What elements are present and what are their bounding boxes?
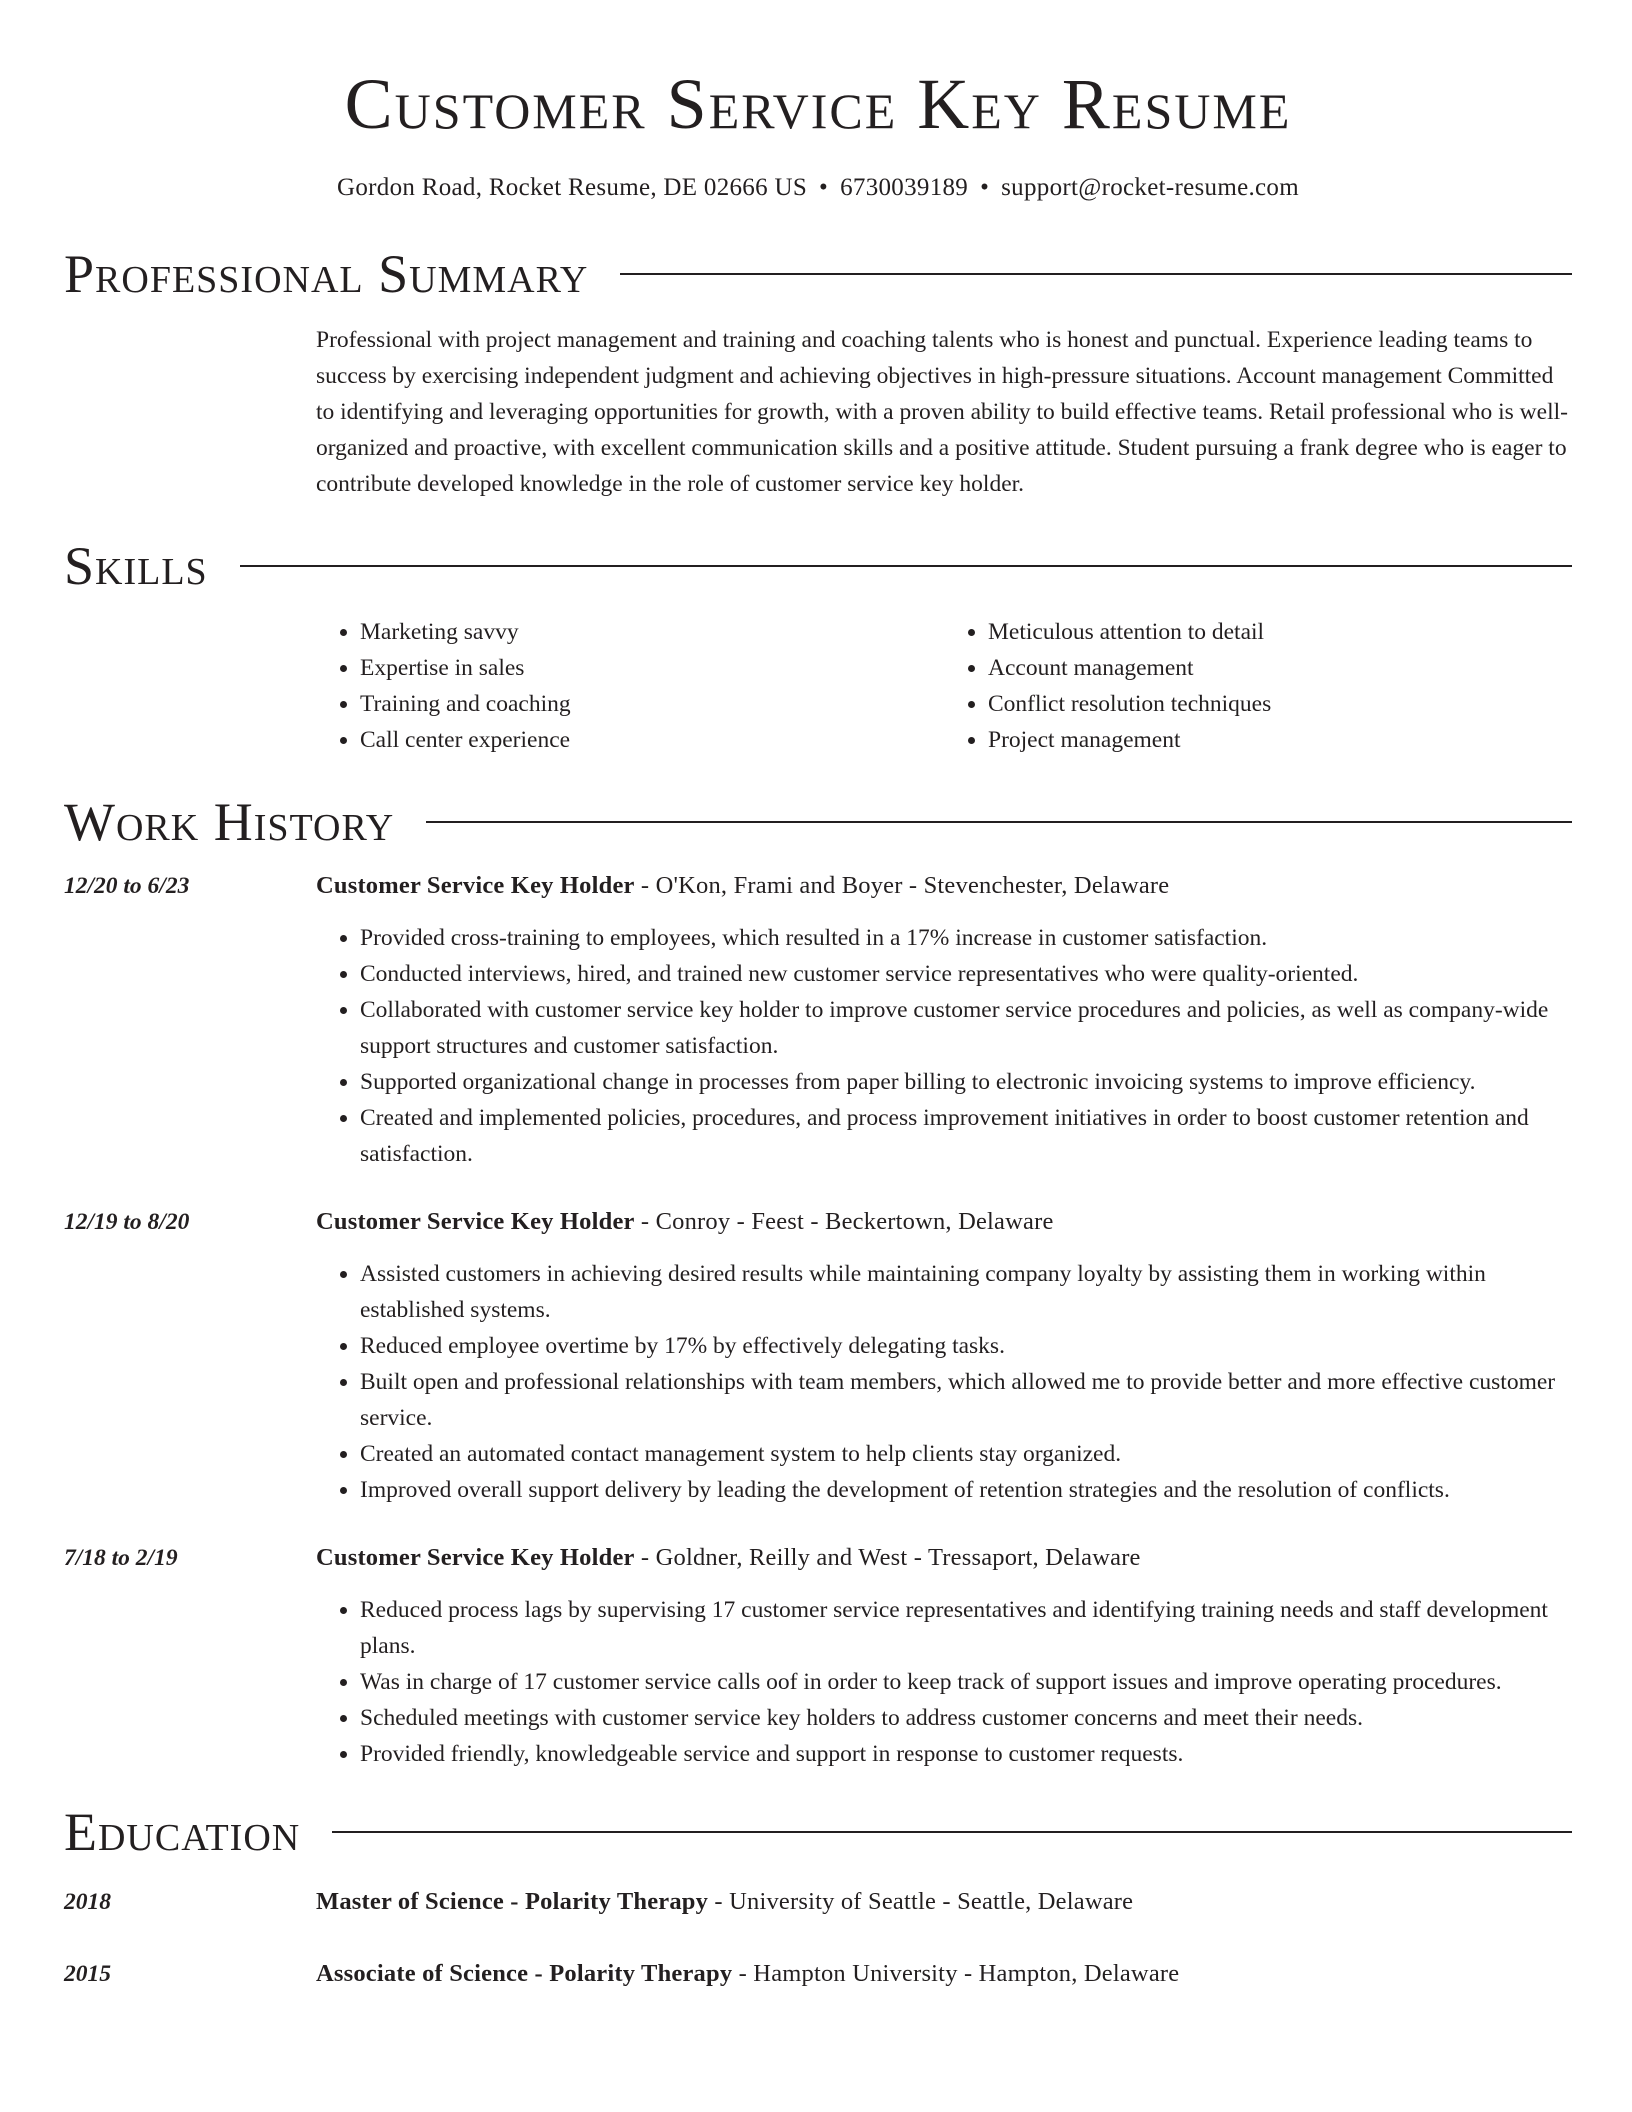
education-heading: Education: [64, 1802, 301, 1862]
skill-item: • Call center experience: [360, 722, 944, 758]
job-bullet: • Reduced employee overtime by 17% by effectively delegating tasks.: [360, 1328, 1572, 1364]
skill-item: • Conflict resolution techniques: [988, 686, 1572, 722]
job-heading: [316, 1204, 1572, 1240]
summary-text: Professional with project management and training and coaching talents who is honest and punctual. Experience leading teams to success by exercising independent judgment and achieving objectives in high-pressure situations. Account management Committed to identifying and leveraging opportunities for growth, with a proven ability to build effective teams. Retail professional who is well-organized and proactive, with excellent communication skills and a positive attitude. Student pursuing a frank degree who is eager to contribute developed knowledge in the role of customer service key holder.: [316, 327, 1568, 497]
education-school: - Hampton University - Hampton, Delaware: [732, 1960, 1180, 1987]
contact-phone: 6730039189: [840, 174, 969, 201]
job-bullet: • Created and implemented policies, procedures, and process improvement initiatives in order to boost customer retention and satisfaction.: [360, 1100, 1572, 1172]
resume-page: [64, 0, 1572, 1992]
skills-column-right: [944, 614, 1572, 758]
job-date: 7/18 to 2/19: [64, 1545, 178, 1571]
education-year: 2018: [64, 1889, 111, 1915]
summary-heading: Professional Summary: [64, 244, 589, 304]
job-bullets: [316, 920, 1572, 1172]
job-company: - Conroy - Feest - Beckertown, Delaware: [634, 1208, 1054, 1235]
skills-heading: Skills: [64, 536, 208, 596]
job-bullet: • Assisted customers in achieving desired results while maintaining company loyalty by assisting them in working within established systems.: [360, 1256, 1572, 1328]
job-role: Customer Service Key Holder: [316, 1208, 635, 1235]
education-year: 2015: [64, 1961, 111, 1987]
education-section-header: [64, 1802, 1572, 1862]
job-details: [316, 868, 1572, 1172]
job-bullet: • Built open and professional relationships with team members, which allowed me to provide better and more effective customer service.: [360, 1364, 1572, 1436]
job-details: [316, 1204, 1572, 1508]
job-bullet: • Conducted interviews, hired, and trained new customer service representatives who were quality-oriented.: [360, 956, 1572, 992]
work-heading: Work History: [64, 792, 395, 852]
job-bullets: [316, 1256, 1572, 1508]
skill-item: • Training and coaching: [360, 686, 944, 722]
job-entry: [64, 1204, 1572, 1508]
contact-address: Gordon Road, Rocket Resume, DE 02666 US: [337, 174, 808, 201]
job-heading: [316, 1540, 1572, 1576]
job-details: [316, 1540, 1572, 1772]
education-entry: [64, 1956, 1572, 1992]
skill-item: • Project management: [988, 722, 1572, 758]
education-school: - University of Seattle - Seattle, Delaware: [708, 1888, 1134, 1915]
education-degree: Master of Science - Polarity Therapy: [316, 1888, 709, 1915]
section-divider: [332, 1831, 1572, 1833]
education-heading-line: [316, 1884, 1133, 1920]
job-company: - O'Kon, Frami and Boyer - Stevenchester, Delaware: [634, 872, 1170, 899]
job-bullet: • Supported organizational change in processes from paper billing to electronic invoicing systems to improve efficiency.: [360, 1064, 1572, 1100]
job-company: - Goldner, Reilly and West - Tressaport, Delaware: [634, 1544, 1141, 1571]
section-divider: [620, 273, 1572, 275]
job-bullets: [316, 1592, 1572, 1772]
skill-item: • Account management: [988, 650, 1572, 686]
job-bullet: • Provided cross-training to employees, which resulted in a 17% increase in customer satisfaction.: [360, 920, 1572, 956]
section-divider: [240, 565, 1572, 567]
skills-column-left: [316, 614, 944, 758]
job-bullet: • Scheduled meetings with customer service key holders to address customer concerns and meet their needs.: [360, 1700, 1572, 1736]
contact-separator: •: [980, 174, 990, 201]
skills-section-header: [64, 536, 1572, 596]
job-role: Customer Service Key Holder: [316, 1544, 635, 1571]
contact-email: support@rocket-resume.com: [1001, 174, 1299, 201]
job-bullet: • Improved overall support delivery by leading the development of retention strategies and the resolution of conflicts.: [360, 1472, 1572, 1508]
job-entry: [64, 868, 1572, 1172]
section-divider: [426, 821, 1572, 823]
resume-name: Customer Service Key Resume: [344, 64, 1292, 144]
job-heading: [316, 868, 1572, 904]
job-bullet: • Reduced process lags by supervising 17 customer service representatives and identifying training needs and staff development plans.: [360, 1592, 1572, 1664]
job-bullet: • Created an automated contact management system to help clients stay organized.: [360, 1436, 1572, 1472]
education-entry: [64, 1884, 1572, 1920]
contact-line: [64, 172, 1572, 204]
education-heading-line: [316, 1956, 1179, 1992]
job-bullet: • Was in charge of 17 customer service calls oof in order to keep track of support issues and improve operating procedures.: [360, 1664, 1572, 1700]
skill-item: • Marketing savvy: [360, 614, 944, 650]
work-section-header: [64, 792, 1572, 852]
job-date: 12/19 to 8/20: [64, 1209, 190, 1235]
summary-section-header: [64, 244, 1572, 304]
job-bullet: • Collaborated with customer service key holder to improve customer service procedures and policies, as well as company-wide support structures and customer satisfaction.: [360, 992, 1572, 1064]
job-date: 12/20 to 6/23: [64, 873, 190, 899]
skills-list: [316, 614, 1572, 758]
education-degree: Associate of Science - Polarity Therapy: [316, 1960, 733, 1987]
skill-item: • Meticulous attention to detail: [988, 614, 1572, 650]
job-role: Customer Service Key Holder: [316, 872, 635, 899]
contact-separator: •: [819, 174, 829, 201]
skill-item: • Expertise in sales: [360, 650, 944, 686]
job-entry: [64, 1540, 1572, 1772]
job-bullet: • Provided friendly, knowledgeable service and support in response to customer requests.: [360, 1736, 1572, 1772]
